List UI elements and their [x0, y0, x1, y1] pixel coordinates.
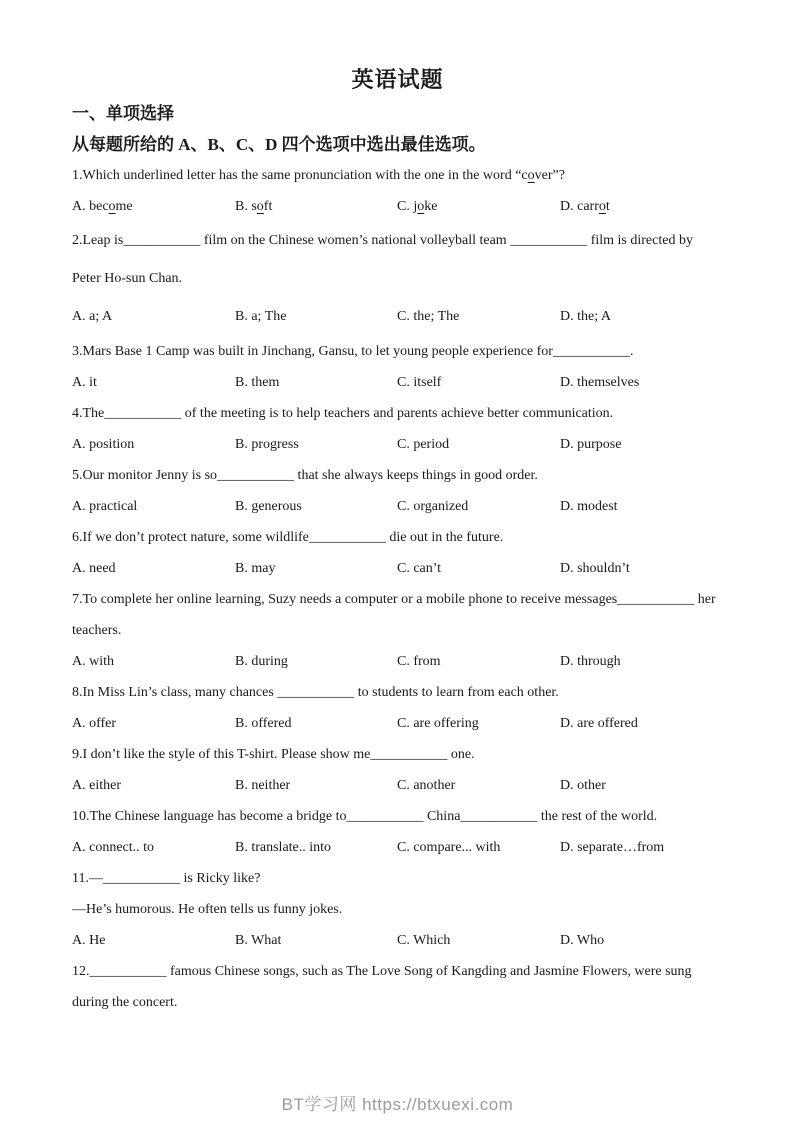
question-block: [72, 460, 723, 522]
question-stem-line: 11.—___________ is Ricky like?: [72, 871, 261, 886]
question-option: C. itself: [397, 375, 442, 390]
question-stem: [72, 160, 723, 191]
question-block: [72, 801, 723, 863]
question-block: [72, 398, 723, 460]
question-option: D. other: [560, 778, 606, 793]
question-stem: [72, 956, 723, 1018]
document-title: 英语试题: [351, 67, 444, 92]
question-option: C. compare... with: [397, 840, 501, 855]
section-instructions: 从每题所给的 A、B、C、D 四个选项中选出最佳选项。: [72, 135, 486, 154]
question-option: C. joke: [397, 199, 438, 214]
question-option: B. neither: [235, 778, 291, 793]
question-stem: [72, 677, 723, 708]
question-option: A. He: [72, 933, 106, 948]
question-option: D. themselves: [560, 375, 640, 390]
question-option: B. them: [235, 375, 280, 390]
question-stem-line: 6.If we don’t protect nature, some wildlife___________ die out in the future.: [72, 530, 504, 545]
question-option: D. purpose: [560, 437, 622, 452]
question-option: B. What: [235, 933, 282, 948]
question-stem: [72, 398, 723, 429]
question-stem-line: Peter Ho-sun Chan.: [72, 271, 183, 286]
question-block: [72, 739, 723, 801]
question-options-row: [72, 646, 723, 677]
question-option: C. organized: [397, 499, 469, 514]
question-stem: [72, 863, 723, 925]
question-options-row: [72, 491, 723, 522]
footer-watermark: BT学习网 https://btxuexi.com: [281, 1095, 514, 1114]
question-stem: [72, 460, 723, 491]
question-stem-line: 3.Mars Base 1 Camp was built in Jinchang, Gansu, to let young people experience for___________.: [72, 344, 634, 359]
question-options-row: [72, 191, 723, 222]
question-option: C. are offering: [397, 716, 479, 731]
question-stem-line: 2.Leap is___________ film on the Chinese women’s national volleyball team ___________ film is directed by: [72, 233, 693, 248]
question-block: [72, 956, 723, 1018]
question-option: D. are offered: [560, 716, 638, 731]
question-block: [72, 222, 723, 336]
question-options-row: [72, 832, 723, 863]
question-option: A. need: [72, 561, 116, 576]
question-option: C. Which: [397, 933, 451, 948]
questions-list: [72, 160, 723, 1018]
question-block: [72, 863, 723, 956]
question-block: [72, 522, 723, 584]
question-stem-line: 10.The Chinese language has become a bridge to___________ China___________ the rest of the world.: [72, 809, 658, 824]
question-option: D. modest: [560, 499, 618, 514]
question-options-row: [72, 553, 723, 584]
question-option: D. the; A: [560, 309, 611, 324]
question-stem-line: —He’s humorous. He often tells us funny jokes.: [72, 902, 343, 917]
question-options-row: [72, 708, 723, 739]
question-option: D. through: [560, 654, 621, 669]
section-heading: 一、单项选择: [72, 104, 174, 123]
question-option: A. practical: [72, 499, 138, 514]
question-option: A. either: [72, 778, 121, 793]
question-stem-line: 7.To complete her online learning, Suzy needs a computer or a mobile phone to receive messages___________ her: [72, 592, 716, 607]
question-block: [72, 336, 723, 398]
question-option: C. another: [397, 778, 456, 793]
question-option: B. progress: [235, 437, 299, 452]
question-option: A. position: [72, 437, 135, 452]
question-stem-line: 1.Which underlined letter has the same pronunciation with the one in the word “cover”?: [72, 168, 565, 183]
question-stem: [72, 336, 723, 367]
question-option: B. soft: [235, 199, 273, 214]
question-option: A. it: [72, 375, 97, 390]
question-option: B. translate.. into: [235, 840, 332, 855]
question-option: B. during: [235, 654, 288, 669]
question-stem: [72, 739, 723, 770]
question-stem: [72, 584, 723, 646]
question-option: C. period: [397, 437, 450, 452]
question-options-row: [72, 770, 723, 801]
question-stem: [72, 801, 723, 832]
question-option: A. offer: [72, 716, 117, 731]
question-option: D. separate…from: [560, 840, 665, 855]
question-option: C. the; The: [397, 309, 460, 324]
question-option: C. from: [397, 654, 441, 669]
question-options-row: [72, 298, 723, 336]
question-option: B. a; The: [235, 309, 287, 324]
question-options-row: [72, 367, 723, 398]
question-option: D. Who: [560, 933, 605, 948]
question-option: B. offered: [235, 716, 292, 731]
question-stem-line: during the concert.: [72, 995, 178, 1010]
question-stem: [72, 222, 723, 298]
question-options-row: [72, 429, 723, 460]
question-stem-line: 8.In Miss Lin’s class, many chances ___________ to students to learn from each other.: [72, 685, 559, 700]
question-option: D. shouldn’t: [560, 561, 630, 576]
question-stem-line: 12.___________ famous Chinese songs, such as The Love Song of Kangding and Jasmine Flowers, were sung: [72, 964, 692, 979]
question-option: A. with: [72, 654, 114, 669]
question-option: B. may: [235, 561, 276, 576]
question-block: [72, 160, 723, 222]
question-stem-line: 4.The___________ of the meeting is to help teachers and parents achieve better communication.: [72, 406, 614, 421]
question-option: A. a; A: [72, 309, 113, 324]
question-option: D. carrot: [560, 199, 610, 214]
question-stem-line: teachers.: [72, 623, 122, 638]
question-stem: [72, 522, 723, 553]
question-block: [72, 584, 723, 677]
question-option: C. can’t: [397, 561, 442, 576]
question-option: A. connect.. to: [72, 840, 155, 855]
question-option: A. become: [72, 199, 133, 214]
question-options-row: [72, 925, 723, 956]
question-stem-line: 5.Our monitor Jenny is so___________ that she always keeps things in good order.: [72, 468, 538, 483]
question-option: B. generous: [235, 499, 302, 514]
question-stem-line: 9.I don’t like the style of this T-shirt. Please show me___________ one.: [72, 747, 475, 762]
question-block: [72, 677, 723, 739]
